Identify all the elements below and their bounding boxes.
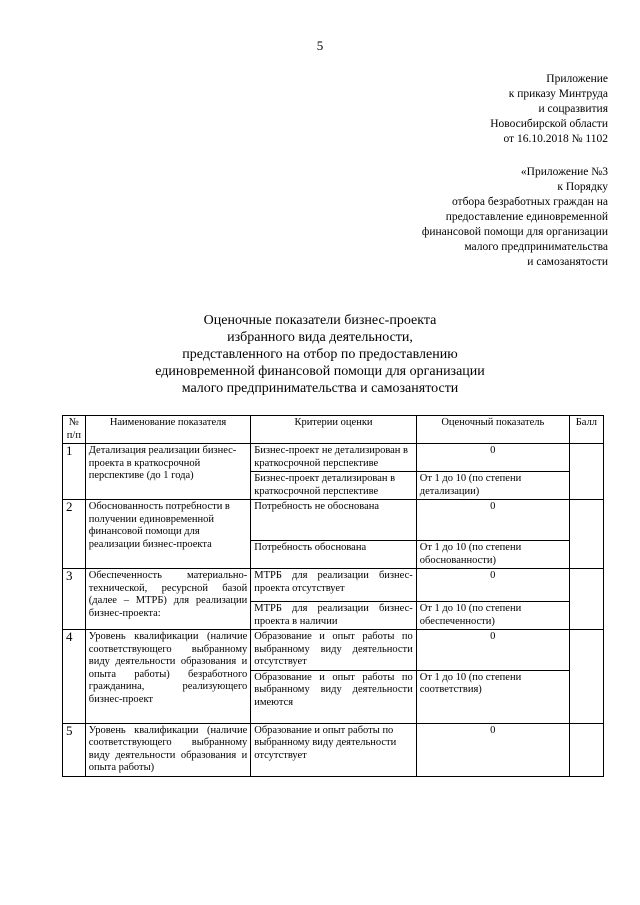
row-score bbox=[569, 500, 603, 569]
appendix-line: Приложение bbox=[546, 73, 608, 85]
title-line: Оценочные показатели бизнес-проекта bbox=[203, 313, 437, 328]
row-num: 4 bbox=[63, 630, 86, 724]
appendix3-line: предоставление единовременной bbox=[445, 211, 608, 223]
header-num: № п/п bbox=[63, 416, 86, 444]
row-value: 0 bbox=[416, 444, 569, 472]
appendix-line: Новосибирской области bbox=[490, 118, 608, 130]
appendix3-line: отбора безработных граждан на bbox=[451, 196, 608, 208]
appendix3-line: «Приложение №3 bbox=[520, 166, 608, 178]
table-row bbox=[63, 723, 604, 776]
row-indicator-name: Обоснованность потребности в получении единовременной финансовой помощи для реализации бизнес-проекта bbox=[85, 500, 251, 569]
document-title bbox=[0, 312, 640, 397]
row-indicator-name: Уровень квалификации (наличие соответствующего выбранному виду деятельности образования и опыта работы) безработного гражданина, реализующего бизнес-проект bbox=[85, 630, 251, 724]
indicators-table bbox=[62, 415, 604, 777]
appendix3-line: малого предпринимательства bbox=[464, 241, 608, 253]
row-indicator-name: Обеспеченность материально-технической, ресурсной базой (далее – МТРБ) для реализации бизнес-проекта: bbox=[85, 569, 251, 630]
row-score bbox=[569, 569, 603, 630]
row-value: 0 bbox=[416, 569, 569, 602]
row-indicator-name: Уровень квалификации (наличие соответствующего выбранному виду деятельности образования и опыта работы) bbox=[85, 723, 251, 776]
header-score: Балл bbox=[569, 416, 603, 444]
row-criterion: МТРБ для реализации бизнес-проекта в наличии bbox=[251, 602, 417, 630]
header-criteria: Критерии оценки bbox=[251, 416, 417, 444]
appendix3-header bbox=[422, 165, 608, 270]
row-num: 3 bbox=[63, 569, 86, 630]
row-value: От 1 до 10 (по степени соответствия) bbox=[416, 670, 569, 723]
appendix-line: от 16.10.2018 № 1102 bbox=[503, 133, 608, 145]
table-header-row bbox=[63, 416, 604, 444]
page-number: 5 bbox=[316, 38, 324, 53]
table-row bbox=[63, 444, 604, 472]
row-num: 2 bbox=[63, 500, 86, 569]
row-num: 1 bbox=[63, 444, 86, 500]
table-row bbox=[63, 569, 604, 602]
row-score bbox=[569, 723, 603, 776]
row-score bbox=[569, 630, 603, 724]
row-criterion: Образование и опыт работы по выбранному виду деятельности отсутствует bbox=[251, 723, 417, 776]
header-indicator: Оценочный показатель bbox=[416, 416, 569, 444]
row-criterion: Потребность не обоснована bbox=[251, 500, 417, 541]
table-row bbox=[63, 630, 604, 671]
row-indicator-name: Детализация реализации бизнес-проекта в краткосрочной перспективе (до 1 года) bbox=[85, 444, 251, 500]
header-name: Наименование показателя bbox=[85, 416, 251, 444]
row-value: 0 bbox=[416, 630, 569, 671]
title-line: единовременной финансовой помощи для организации bbox=[155, 364, 485, 379]
row-score bbox=[569, 444, 603, 500]
row-num: 5 bbox=[63, 723, 86, 776]
row-criterion: Образование и опыт работы по выбранному виду деятельности отсутствует bbox=[251, 630, 417, 671]
appendix3-line: к Порядку bbox=[557, 181, 608, 193]
row-value: От 1 до 10 (по степени обоснованности) bbox=[416, 541, 569, 569]
appendix-line: и соцразвития bbox=[538, 103, 608, 115]
title-line: представленного на отбор по предоставлению bbox=[182, 347, 458, 362]
row-value: От 1 до 10 (по степени детализации) bbox=[416, 472, 569, 500]
appendix3-line: и самозанятости bbox=[527, 256, 608, 268]
row-value: 0 bbox=[416, 500, 569, 541]
appendix3-line: финансовой помощи для организации bbox=[421, 226, 608, 238]
table-row bbox=[63, 500, 604, 541]
row-criterion: Образование и опыт работы по выбранному виду деятельности имеются bbox=[251, 670, 417, 723]
row-value: От 1 до 10 (по степени обеспеченности) bbox=[416, 602, 569, 630]
row-value: 0 bbox=[416, 723, 569, 776]
row-criterion: МТРБ для реализации бизнес-проекта отсутствует bbox=[251, 569, 417, 602]
row-criterion: Бизнес-проект детализирован в краткосрочной перспективе bbox=[251, 472, 417, 500]
appendix-header bbox=[490, 72, 608, 147]
title-line: избранного вида деятельности, bbox=[227, 330, 413, 345]
row-criterion: Бизнес-проект не детализирован в краткосрочной перспективе bbox=[251, 444, 417, 472]
title-line: малого предпринимательства и самозанятости bbox=[181, 381, 459, 396]
row-criterion: Потребность обоснована bbox=[251, 541, 417, 569]
appendix-line: к приказу Минтруда bbox=[508, 88, 608, 100]
